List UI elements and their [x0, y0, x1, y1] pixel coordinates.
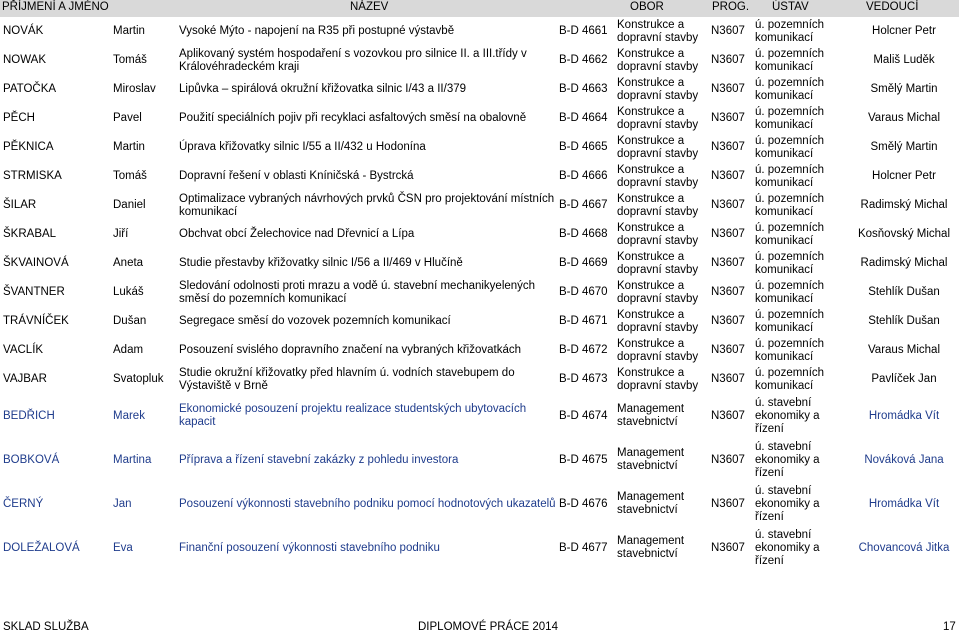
row-code: B-D 4663	[559, 83, 608, 95]
row-supervisor: Hromádka Vít	[868, 409, 940, 422]
row-code: B-D 4673	[559, 373, 608, 385]
row-name: Lukáš	[113, 286, 144, 298]
row-code: B-D 4674	[559, 409, 608, 422]
row-surname: NOVÁK	[3, 25, 44, 37]
row-name: Adam	[113, 344, 144, 356]
row-department: ú. pozemních komunikací	[755, 192, 825, 218]
row-title: Úprava křižovatky silnic I/55 a II/432 u Hodonína	[179, 141, 426, 153]
row-field: Konstrukce a dopravní stavby	[617, 279, 699, 305]
row-program: N3607	[711, 228, 745, 240]
row-field: Konstrukce a dopravní stavby	[617, 163, 699, 189]
row-title: Vysoké Mýto - napojení na R35 při postupné výstavbě	[179, 25, 455, 37]
row-program: N3607	[711, 453, 745, 466]
row-department: ú. stavební ekonomiky a řízení	[755, 528, 820, 567]
table-row	[0, 336, 959, 365]
row-name: Tomáš	[113, 54, 147, 66]
table-row	[0, 365, 959, 394]
row-program: N3607	[711, 199, 745, 211]
row-program: N3607	[711, 141, 745, 153]
row-code: B-D 4667	[559, 199, 608, 211]
row-field: Konstrukce a dopravní stavby	[617, 192, 699, 218]
thesis-table	[0, 17, 959, 570]
row-title: Segregace směsí do vozovek pozemních komunikací	[179, 315, 451, 327]
row-code: B-D 4664	[559, 112, 608, 124]
row-department: ú. pozemních komunikací	[755, 221, 825, 247]
header-supervisor: VEDOUCÍ	[866, 1, 919, 13]
header-department: ÚSTAV	[772, 1, 809, 13]
row-code: B-D 4661	[559, 25, 608, 37]
row-title: Posouzení svislého dopravního značení na vybraných křižovatkách	[179, 344, 522, 356]
row-name: Martina	[113, 453, 152, 466]
row-field: Konstrukce a dopravní stavby	[617, 47, 699, 73]
row-name: Eva	[113, 541, 133, 554]
row-field: Konstrukce a dopravní stavby	[617, 76, 699, 102]
row-program: N3607	[711, 409, 745, 422]
table-row	[0, 162, 959, 191]
row-title: Studie přestavby křižovatky silnic I/56 a II/469 v Hlučíně	[179, 257, 463, 269]
row-title: Dopravní řešení v oblasti Kníničská - Bystrcká	[179, 170, 414, 182]
row-name: Jiří	[113, 228, 129, 240]
row-program: N3607	[711, 54, 745, 66]
row-surname: PATOČKA	[3, 83, 57, 95]
row-supervisor: Mališ Luděk	[873, 54, 935, 66]
row-name: Martin	[113, 141, 145, 153]
footer-left: SKLAD SLUŽBA	[3, 621, 89, 633]
row-department: ú. pozemních komunikací	[755, 308, 825, 334]
row-program: N3607	[711, 344, 745, 356]
row-surname: ŠILAR	[3, 199, 37, 211]
row-code: B-D 4677	[559, 541, 608, 554]
row-department: ú. pozemních komunikací	[755, 337, 825, 363]
table-row	[0, 438, 959, 482]
row-title: Příprava a řízení stavební zakázky z pohledu investora	[179, 453, 459, 466]
row-department: ú. pozemních komunikací	[755, 105, 825, 131]
row-title: Posouzení výkonnosti stavebního podniku pomocí hodnotových ukazatelů	[179, 497, 556, 510]
table-row	[0, 220, 959, 249]
row-supervisor: Nováková Jana	[864, 453, 944, 466]
row-supervisor: Varaus Michal	[867, 112, 940, 124]
row-program: N3607	[711, 373, 745, 385]
row-supervisor: Stehlík Dušan	[868, 286, 940, 298]
row-title: Ekonomické posouzení projektu realizace studentských ubytovacích kapacit	[179, 403, 527, 428]
row-department: ú. stavební ekonomiky a řízení	[755, 484, 820, 523]
row-supervisor: Holcner Petr	[872, 25, 936, 37]
row-supervisor: Smělý Martin	[870, 141, 938, 153]
row-department: ú. pozemních komunikací	[755, 18, 825, 44]
row-program: N3607	[711, 112, 745, 124]
row-field: Konstrukce a dopravní stavby	[617, 308, 699, 334]
row-name: Marek	[113, 409, 145, 422]
row-name: Aneta	[113, 257, 144, 269]
row-program: N3607	[711, 315, 745, 327]
row-supervisor: Radimský Michal	[860, 257, 948, 269]
row-field: Konstrukce a dopravní stavby	[617, 105, 699, 131]
row-surname: ČERNÝ	[3, 497, 44, 510]
row-field: Management stavebnictví	[617, 535, 685, 560]
row-surname: TRÁVNÍČEK	[3, 315, 69, 327]
table-row	[0, 394, 959, 438]
row-title: Optimalizace vybraných návrhových prvků ČSN pro projektování místních komunikací	[179, 192, 555, 218]
row-field: Management stavebnictví	[617, 447, 685, 472]
row-code: B-D 4670	[559, 286, 608, 298]
table-row	[0, 307, 959, 336]
row-name: Svatopluk	[113, 373, 164, 385]
row-supervisor: Pavlíček Jan	[871, 373, 937, 385]
row-department: ú. pozemních komunikací	[755, 250, 825, 276]
row-field: Management stavebnictví	[617, 491, 685, 516]
row-name: Miroslav	[113, 83, 156, 95]
header-program: PROG.	[712, 1, 750, 13]
row-code: B-D 4669	[559, 257, 608, 269]
header-field: OBOR	[630, 1, 664, 13]
row-supervisor: Stehlík Dušan	[868, 315, 940, 327]
row-surname: STRMISKA	[3, 170, 62, 182]
row-surname: VAJBAR	[3, 373, 47, 385]
table-row	[0, 249, 959, 278]
row-program: N3607	[711, 83, 745, 95]
row-surname: ŠVANTNER	[3, 286, 65, 298]
row-program: N3607	[711, 257, 745, 269]
page-footer	[0, 620, 959, 635]
row-supervisor: Radimský Michal	[860, 199, 948, 211]
row-title: Použití speciálních pojiv při recyklaci asfaltových směsí na obalovně	[179, 112, 527, 124]
table-row	[0, 482, 959, 526]
table-row	[0, 278, 959, 307]
row-name: Dušan	[113, 315, 147, 327]
row-surname: NOWAK	[3, 54, 47, 66]
row-department: ú. pozemních komunikací	[755, 76, 825, 102]
row-department: ú. pozemních komunikací	[755, 366, 825, 392]
row-title: Studie okružní křižovatky před hlavním ú. vodních stavebupem do Výstaviště v Brně	[179, 366, 515, 392]
row-field: Konstrukce a dopravní stavby	[617, 221, 699, 247]
row-code: B-D 4668	[559, 228, 608, 240]
row-surname: BEDŘICH	[3, 409, 55, 422]
row-supervisor: Holcner Petr	[872, 170, 936, 182]
table-row	[0, 17, 959, 46]
row-department: ú. pozemních komunikací	[755, 47, 825, 73]
row-name: Pavel	[113, 112, 142, 124]
table-row	[0, 46, 959, 75]
row-field: Konstrukce a dopravní stavby	[617, 134, 699, 160]
row-supervisor: Hromádka Vít	[868, 497, 940, 510]
row-field: Konstrukce a dopravní stavby	[617, 250, 699, 276]
row-code: B-D 4671	[559, 315, 608, 327]
row-supervisor: Smělý Martin	[870, 83, 938, 95]
table-row	[0, 191, 959, 220]
row-department: ú. pozemních komunikací	[755, 134, 825, 160]
row-program: N3607	[711, 286, 745, 298]
row-code: B-D 4666	[559, 170, 608, 182]
row-surname: VACLÍK	[3, 344, 44, 356]
row-title: Obchvat obcí Želechovice nad Dřevnicí a Lípa	[179, 228, 415, 240]
row-supervisor: Varaus Michal	[867, 344, 940, 356]
row-program: N3607	[711, 541, 745, 554]
row-department: ú. pozemních komunikací	[755, 163, 825, 189]
row-title: Aplikovaný systém hospodaření s vozovkou pro silnice II. a III.třídy v Královéhradeckém kraji	[179, 47, 527, 73]
row-title: Sledování odolnosti proti mrazu a vodě ú. stavební mechanikyelených směsí do pozemních komunikací	[179, 279, 536, 305]
table-row	[0, 526, 959, 570]
row-name: Jan	[113, 497, 132, 510]
footer-page-number: 17	[943, 621, 956, 633]
row-field: Management stavebnictví	[617, 403, 685, 428]
row-title: Finanční posouzení výkonnosti stavebního podniku	[179, 541, 440, 554]
row-title: Lipůvka – spirálová okružní křižovatka silnic I/43 a II/379	[179, 83, 467, 95]
row-code: B-D 4675	[559, 453, 608, 466]
row-name: Martin	[113, 25, 145, 37]
row-surname: BOBKOVÁ	[3, 453, 60, 466]
row-surname: ŠKVAINOVÁ	[3, 257, 69, 269]
header-title: NÁZEV	[350, 1, 389, 13]
row-program: N3607	[711, 170, 745, 182]
row-surname: ŠKRABAL	[3, 228, 57, 240]
table-header	[0, 0, 959, 17]
row-code: B-D 4676	[559, 497, 608, 510]
row-name: Daniel	[113, 199, 146, 211]
row-department: ú. pozemních komunikací	[755, 279, 825, 305]
row-department: ú. stavební ekonomiky a řízení	[755, 396, 820, 435]
row-department: ú. stavební ekonomiky a řízení	[755, 440, 820, 479]
row-supervisor: Kosňovský Michal	[857, 228, 951, 240]
row-field: Konstrukce a dopravní stavby	[617, 337, 699, 363]
table-row	[0, 75, 959, 104]
table-row	[0, 133, 959, 162]
row-field: Konstrukce a dopravní stavby	[617, 366, 699, 392]
row-program: N3607	[711, 25, 745, 37]
row-surname: PĚCH	[3, 112, 35, 124]
row-code: B-D 4672	[559, 344, 608, 356]
row-program: N3607	[711, 497, 745, 510]
row-field: Konstrukce a dopravní stavby	[617, 18, 699, 44]
row-surname: PĚKNICA	[3, 141, 54, 153]
row-name: Tomáš	[113, 170, 147, 182]
row-supervisor: Chovancová Jitka	[858, 541, 950, 554]
row-code: B-D 4665	[559, 141, 608, 153]
table-row	[0, 104, 959, 133]
row-surname: DOLEŽALOVÁ	[3, 541, 80, 554]
row-code: B-D 4662	[559, 54, 608, 66]
footer-center: DIPLOMOVÉ PRÁCE 2014	[418, 621, 558, 633]
header-surname: PŘÍJMENÍ A JMÉNO	[2, 1, 109, 13]
